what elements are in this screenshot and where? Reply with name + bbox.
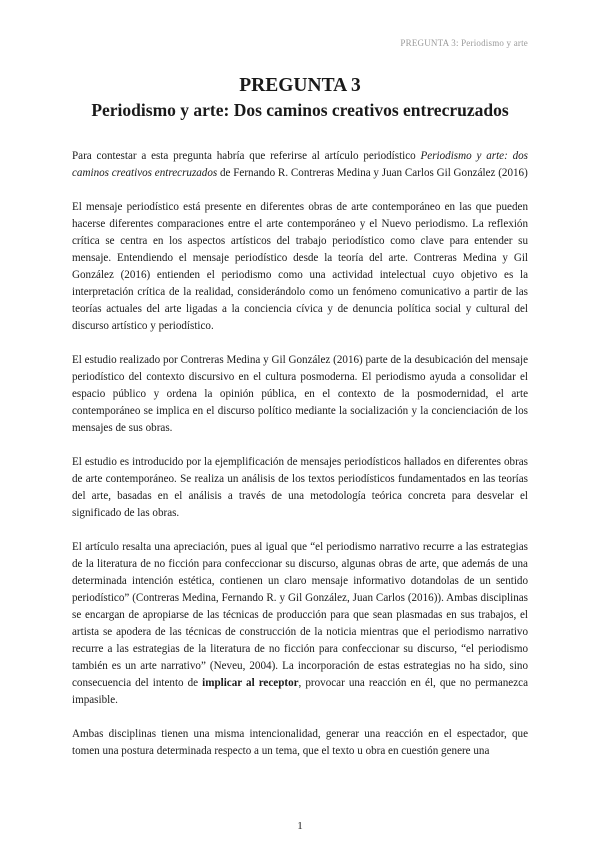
page-number: 1 xyxy=(297,820,303,832)
paragraph-intro-tail: de Fernando R. Contreras Medina y Juan Carlos Gil González (2016) xyxy=(217,167,528,179)
paragraph-6: Ambas disciplinas tienen una misma intencionalidad, generar una reacción en el espectador, que tomen una postura determinada respecto a un tema, que el texto u obra en cuestión genere una xyxy=(72,728,528,757)
body-text xyxy=(72,148,528,760)
article-reference-italic: Periodismo y arte: dos caminos creativos entrecruzados xyxy=(72,150,528,179)
paragraph-intro xyxy=(72,148,528,182)
title-block xyxy=(72,74,528,122)
paragraph-4: El estudio es introducido por la ejemplificación de mensajes periodísticos hallados en diferentes obras de arte contemporáneo. Se realiza un análisis de los textos periodísticos fundamentados en las teorías del arte, basadas en el análisis a través de una metodología teórica concreta para desvelar el significado de las obras. xyxy=(72,456,528,519)
running-header: PREGUNTA 3: Periodismo y arte xyxy=(400,38,528,48)
bold-phrase: implicar al receptor xyxy=(202,677,299,689)
article-title: Periodismo y arte: Dos caminos creativos entrecruzados xyxy=(91,100,509,120)
paragraph-3: El estudio realizado por Contreras Medina y Gil González (2016) parte de la desubicación del mensaje periodístico del contexto discursivo en el cultura posmoderna. El periodismo ayuda a consolidar el espacio público y ordena la opinión pública, en el contexto de la posmodernidad, el arte contemporáneo se implica en el discurso político mediante la socialización y la concienciación de los mensajes de sus obras. xyxy=(72,354,528,434)
paragraph-intro-lead: Para contestar a esta pregunta habría que referirse al artículo periodístico xyxy=(72,150,421,162)
question-title: PREGUNTA 3 xyxy=(239,75,361,96)
paragraph-5-tail: , provocar una reacción en él, que no permanezca impasible. xyxy=(72,677,528,706)
paragraph-5-lead: El artículo resalta una apreciación, pues al igual que “el periodismo narrativo recurre a las estrategias de la literatura de no ficción para confeccionar su discurso, algunas obras de arte, que además de una determinada intención estética, contienen un claro mensaje informativo dotandolas de un sentido periodístico” (Contreras Medina, Fernando R. y Gil González, Juan Carlos (2016)). Ambas disciplinas se encargan de apropiarse de las técnicas de producción para que sean plasmadas en sus trabajos, el artista se apodera de las técnicas de construcción de la noticia mientras que el periodismo narrativo recurre a las estrategias de la literatura de no ficción para confeccionar su discurso, “el periodismo también es un arte narrativo” (Neveu, 2004). La incorporación de estas estrategias no ha sido, sino consecuencia del intento de xyxy=(72,541,528,689)
paragraph-5 xyxy=(72,539,528,709)
paragraph-2: El mensaje periodístico está presente en diferentes obras de arte contemporáneo en las que pueden hacerse diferentes comparaciones entre el arte contemporáneo y el Nuevo periodismo. La reflexión crítica se centra en los aspectos artísticos del trabajo periodístico como clave para entender su mensaje. Entendiendo el mensaje periodístico desde la teoría del arte. Contreras Medina y Gil González (2016) entienden el periodismo como una actividad intelectual cuyo objetivo es la interpretación crítica de la realidad, considerándolo como un fenómeno comunicativo a partir de las teorías actuales del arte ligadas a la conciencia cívica y de denuncia política social y cultural del discurso artístico y periodístico. xyxy=(72,201,528,332)
